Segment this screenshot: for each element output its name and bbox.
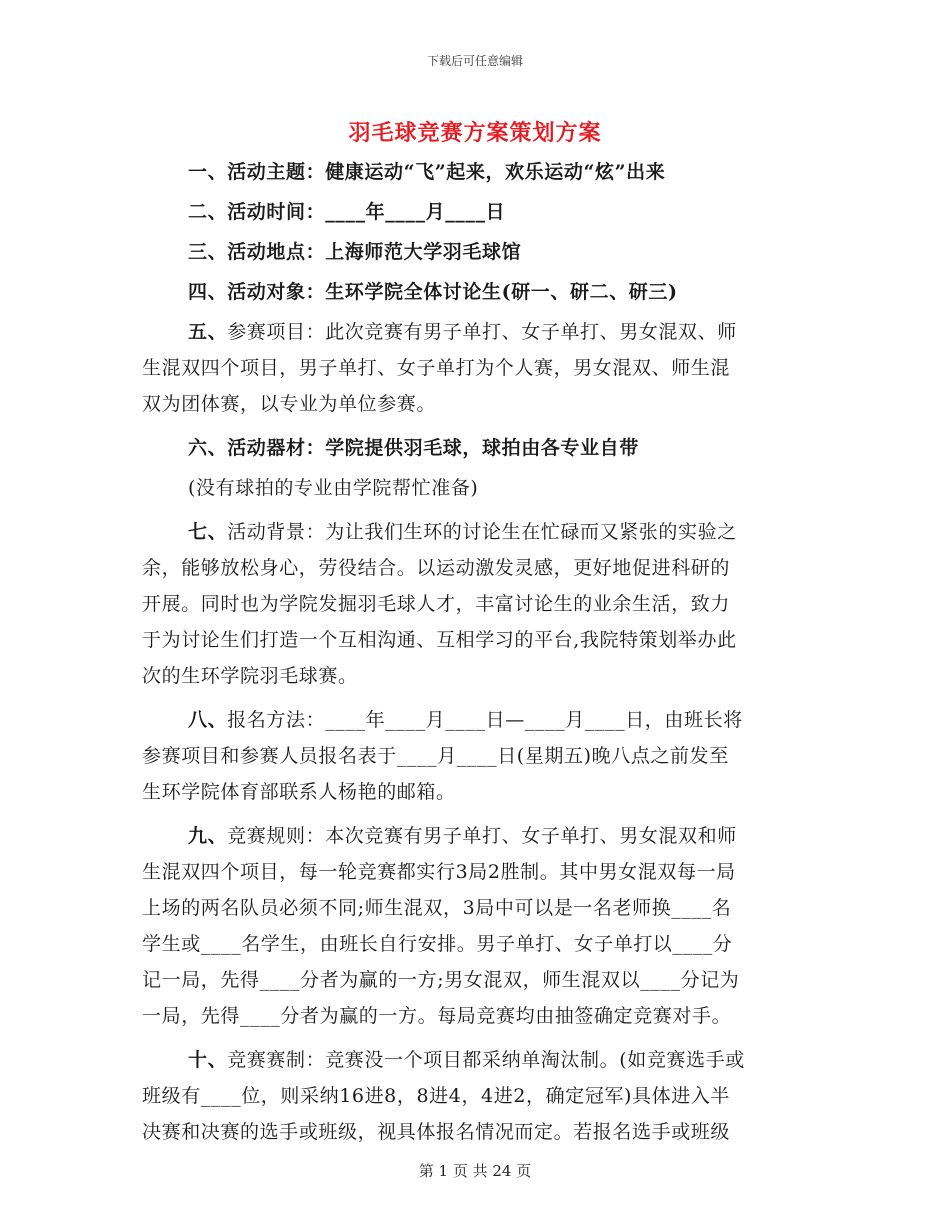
section-equipment: 六、活动器材：学院提供羽毛球，球拍由各专业自带 [188,437,639,459]
paragraph-line: 学生或____名学生，由班长自行安排。男子单打、女子单打以____分 [142,933,733,955]
section-theme: 一、活动主题：健康运动“飞”起来，欢乐运动“炫”出来 [188,161,666,183]
paragraph-line: 十、竞赛赛制：竞赛没一个项目都采纳单淘汰制。(如竞赛选手或 [188,1049,745,1071]
section-number: 五、 [188,321,228,343]
paragraph-line: 上场的两名队员必须不同;师生混双，3局中可以是一名老师换____名 [142,897,732,919]
paragraph-line: 五、参赛项目：此次竞赛有男子单打、女子单打、男女混双、师 [188,321,737,343]
paragraph-line: 生混双四个项目，每一轮竞赛都实行3局2胜制。其中男女混双每一局 [142,861,736,883]
section-location: 三、活动地点：上海师范大学羽毛球馆 [188,241,522,263]
section-number: 十、 [188,1049,228,1071]
page-number: 第 1 页 共 24 页 [418,1162,532,1180]
equipment-note: (没有球拍的专业由学院帮忙准备) [188,477,479,499]
paragraph-line: 决赛和决赛的选手或班级，视具体报名情况而定。若报名选手或班级 [142,1121,731,1143]
page-header-note: 下载后可任意编辑 [426,54,523,68]
section-participants: 四、活动对象：生环学院全体讨论生(研一、研二、研三) [188,281,678,303]
paragraph-line: 次的生环学院羽毛球赛。 [142,665,358,687]
section-rules [142,818,812,1034]
document-body [142,154,812,1150]
section-registration [142,702,812,810]
paragraph-line: 班级有____位，则采纳16进8，8进4，4进2，确定冠军)具体进入半 [142,1085,731,1107]
paragraph-line: 八、报名方法：____年____月____日—____月____日，由班长将 [188,709,743,731]
section-format [142,1042,812,1150]
paragraph-line: 双为团体赛，以专业为单位参赛。 [142,393,437,415]
section-events [142,314,812,422]
paragraph-line: 一局，先得____分者为赢的一方。每局竞赛均由抽签确定竞赛对手。 [142,1005,732,1027]
paragraph-line: 七、活动背景：为让我们生环的讨论生在忙碌而又紧张的实验之 [188,521,737,543]
paragraph-line: 参赛项目和参赛人员报名表于____月____日(星期五)晚八点之前发至 [142,745,729,767]
paragraph-line: 于为讨论生们打造一个互相沟通、互相学习的平台,我院特策划举办此 [142,629,737,651]
paragraph-line: 生混双四个项目，男子单打、女子单打为个人赛，男女混双、师生混 [142,357,731,379]
paragraph-line: 记一局，先得____分者为赢的一方;男女混双，师生混双以____分记为 [142,969,740,991]
section-number: 七、 [188,521,228,543]
document-title: 羽毛球竞赛方案策划方案 [348,120,602,146]
section-number: 八、 [188,709,228,731]
paragraph-line: 九、竞赛规则：本次竞赛有男子单打、女子单打、男女混双和师 [188,825,737,847]
paragraph-line: 余，能够放松身心，劳役结合。以运动激发灵感，更好地促进科研的 [142,557,731,579]
paragraph-line: 生环学院体育部联系人杨艳的邮箱。 [142,781,456,803]
paragraph-line: 开展。同时也为学院发掘羽毛球人才，丰富讨论生的业余生活，致力 [142,593,731,615]
section-number: 九、 [188,825,228,847]
section-background [142,514,812,694]
section-time: 二、活动时间：____年____月____日 [188,201,506,223]
